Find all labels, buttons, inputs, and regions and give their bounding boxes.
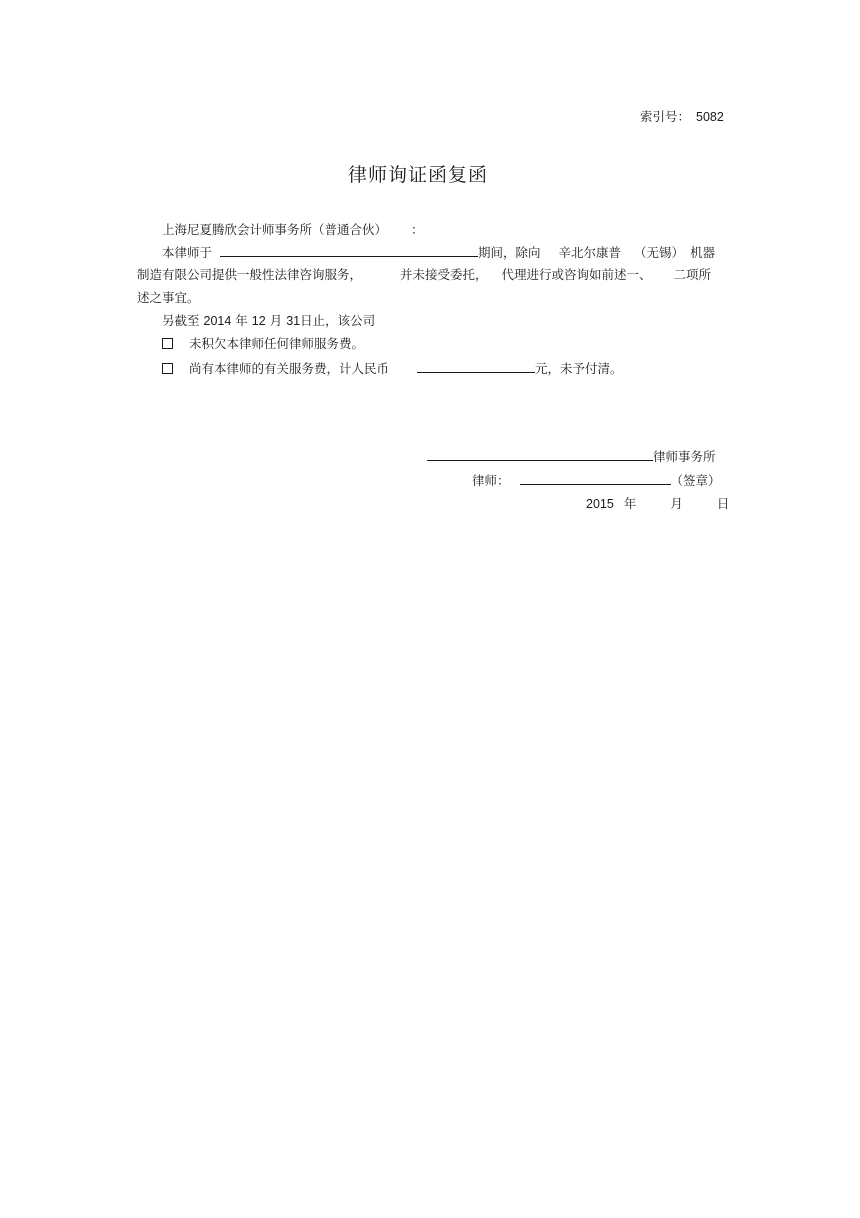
company-name-part-b: （无锡） [634, 245, 685, 260]
period-text: 期间，除向 [478, 245, 541, 260]
law-firm-line [427, 447, 716, 465]
cutoff-date-line [162, 313, 375, 329]
salutation-colon: ： [411, 222, 424, 237]
option-2-text-suffix: 元，未予付清。 [535, 361, 623, 376]
year-unit: 年 [235, 313, 248, 328]
date-suffix: 日止，该公司 [300, 313, 376, 328]
cutoff-day: 31 [286, 314, 301, 328]
service-period-blank [220, 243, 478, 257]
cutoff-year: 2014 [203, 314, 232, 328]
salutation [162, 222, 424, 238]
body-line-2-b: 并未接受委托， [400, 267, 488, 282]
option-1-text: 未积欠本律师任何律师服务费。 [189, 336, 365, 351]
body-line-2-c: 代理进行或咨询如前述一、 [501, 267, 652, 282]
company-name-part-c: 机器 [690, 245, 716, 260]
body-line-3: 述之事宜。 [137, 290, 200, 305]
signature-day-unit: 日 [716, 496, 730, 511]
signature-year-unit: 年 [623, 496, 637, 511]
cutoff-month: 12 [251, 314, 266, 328]
body-line-2 [137, 267, 711, 283]
index-number: 5082 [696, 110, 724, 124]
body-line-1 [162, 243, 715, 261]
lawyer-signature-blank [520, 471, 671, 485]
date-prefix: 另截至 [162, 313, 200, 328]
company-name-part-a: 辛北尔康普 [558, 245, 622, 260]
addressee: 上海尼夏腾欣会计师事务所（普通合伙） [162, 222, 388, 237]
body-prefix: 本律师于 [162, 245, 213, 260]
checkbox-no-fees-owed[interactable] [162, 338, 173, 349]
option-no-fees-owed [162, 336, 364, 352]
signature-month-unit: 月 [670, 496, 683, 511]
seal-label: （签章） [670, 473, 721, 488]
index-number-line [640, 109, 724, 125]
document-title: 律师询证函复函 [348, 164, 489, 186]
checkbox-fees-owed[interactable] [162, 363, 173, 374]
lawyer-signature-line [472, 471, 721, 489]
lawyer-label: 律师： [472, 473, 510, 488]
month-unit: 月 [269, 313, 283, 328]
law-firm-suffix: 律师事务所 [653, 449, 716, 464]
option-fees-owed [162, 359, 623, 377]
index-label: 索引号： [640, 109, 691, 124]
option-2-text-prefix: 尚有本律师的有关服务费，计人民币 [189, 361, 390, 376]
signature-year: 2015 [586, 497, 614, 511]
law-firm-blank [427, 447, 653, 461]
signature-date-line [586, 496, 729, 512]
amount-blank [417, 359, 535, 373]
body-line-2-a: 制造有限公司提供一般性法律咨询服务， [137, 267, 363, 282]
body-line-2-d: 二项所 [673, 267, 712, 282]
